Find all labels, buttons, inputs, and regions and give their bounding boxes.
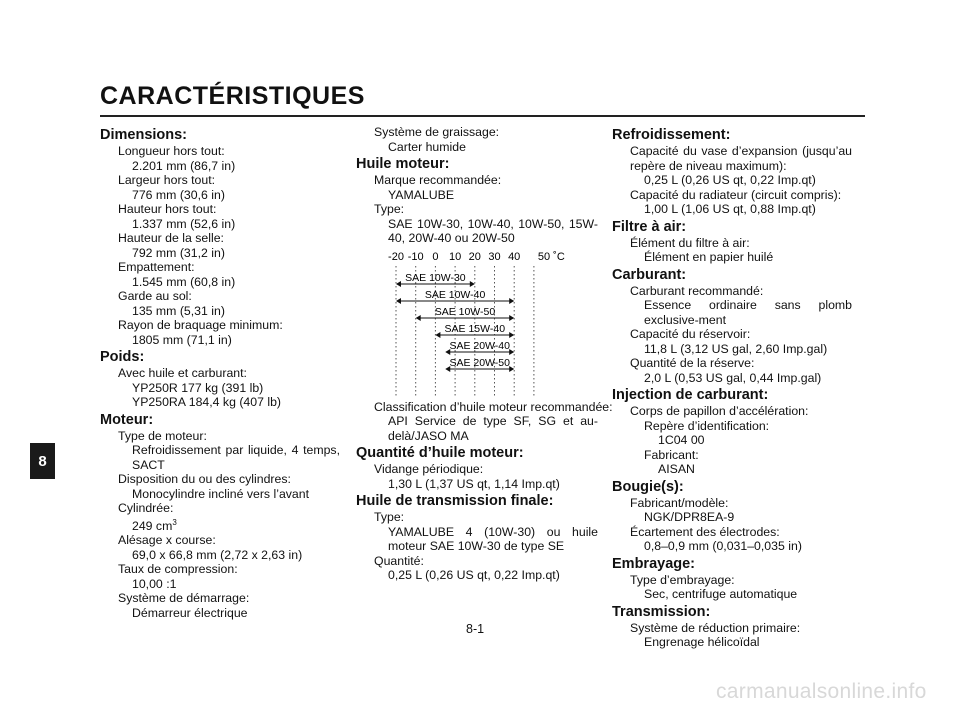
section-heading: Huile de transmission finale: [356, 493, 554, 509]
spec-value: Sec, centrifuge automatique [644, 587, 798, 601]
spec-value: 0,25 L (0,26 US qt, 0,22 Imp.qt) [388, 568, 560, 582]
spec-label: Écartement des électrodes: [630, 524, 780, 539]
arrow-left-icon [396, 298, 401, 304]
grade-label: SAE 10W-40 [424, 288, 486, 301]
grade-label: SAE 20W-50 [449, 356, 510, 369]
spec-value: 792 mm (31,2 in) [132, 245, 225, 260]
spec-value: 1C04 00 [658, 433, 705, 447]
spec-label: Vidange périodique: [374, 462, 484, 476]
spec-value: 135 mm (5,31 in) [132, 303, 225, 318]
spec-value: 2.201 mm (86,7 in) [132, 158, 236, 173]
spec-value: YP250RA 184,4 kg (407 lb) [132, 395, 282, 409]
spec-label: Capacité du radiateur (circuit compris): [630, 187, 842, 202]
spec-label: Cylindrée: [118, 501, 174, 515]
spec-value: 69,0 x 66,8 mm (2,72 x 2,63 in) [132, 547, 303, 562]
spec-value: Refroidissement par liquide, 4 temps, SACT [132, 443, 340, 472]
spec-label: Capacité du vase d’expansion (jusqu’au repère de niveau maximum): [630, 144, 852, 173]
spec-label: Capacité du réservoir: [630, 327, 751, 341]
spec-value: 0,25 L (0,26 US qt, 0,22 Imp.qt) [644, 173, 816, 187]
spec-label: Fabricant/modèle: [630, 495, 729, 510]
section-heading: Filtre à air: [612, 218, 687, 235]
column-2 [356, 125, 613, 583]
page-title: CARACTÉRISTIQUES [100, 82, 365, 110]
section-heading: Huile moteur: [356, 156, 450, 172]
spec-label: Système de réduction primaire: [630, 620, 801, 635]
spec-label: Longueur hors tout: [118, 144, 225, 158]
spec-label: Type: [374, 510, 405, 524]
title-rule [100, 115, 865, 117]
displacement-value: 249 cm [132, 518, 173, 533]
spec-label: Repère d’identification: [644, 418, 770, 433]
spec-value: 1,30 L (1,37 US qt, 1,14 Imp.qt) [388, 476, 560, 491]
page-number: 8-1 [466, 622, 485, 636]
section-heading: Dimensions: [100, 127, 188, 143]
tick-label: 30 [488, 250, 501, 263]
section-heading: Refroidissement: [612, 127, 731, 143]
spec-label: Carburant recommandé: [630, 283, 764, 298]
watermark: carmanualsonline.info [716, 680, 927, 703]
spec-label: Largeur hors tout: [118, 173, 216, 187]
column-3 [612, 125, 852, 650]
spec-value: 2,0 L (0,53 US gal, 0,44 Imp.gal) [644, 370, 822, 385]
grade-label: SAE 10W-30 [405, 271, 466, 284]
spec-label: Disposition du ou des cylindres: [118, 472, 291, 486]
section-heading: Bougie(s): [612, 478, 684, 495]
spec-label: Type d’embrayage: [630, 572, 735, 587]
oil-viscosity-diagram [356, 248, 598, 400]
spec-value: Engrenage hélicoïdal [644, 635, 760, 649]
arrow-left-icon [435, 332, 440, 338]
spec-label: Hauteur de la selle: [118, 231, 224, 245]
spec-value: Carter humide [388, 139, 466, 154]
spec-value: 0,8–0,9 mm (0,031–0,035 in) [644, 539, 802, 553]
superscript: 3 [172, 517, 177, 527]
tick-label: -20 [388, 250, 404, 263]
spec-value: YP250R 177 kg (391 lb) [132, 380, 264, 395]
arrow-left-icon [416, 315, 421, 321]
spec-value: 776 mm (30,6 in) [132, 187, 225, 202]
spec-value: NGK/DPR8EA-9 [644, 510, 735, 524]
section-heading: Moteur: [100, 411, 154, 428]
spec-value: 1805 mm (71,1 in) [132, 332, 232, 347]
spec-value: Essence ordinaire sans plomb exclusive-ment [644, 298, 852, 327]
spec-label: Empattement: [118, 260, 195, 274]
spec-value: API Service de type SF, SG et au-delà/JASO MA [388, 414, 598, 443]
column-1 [100, 125, 340, 620]
grade-label: SAE 20W-40 [449, 339, 510, 352]
spec-label: Hauteur hors tout: [118, 202, 217, 216]
section-heading: Injection de carburant: [612, 387, 769, 403]
spec-label: Système de graissage: [374, 125, 500, 139]
spec-value: YAMALUBE 4 (10W-30) ou huile moteur SAE 10W-30 de type SE [388, 524, 598, 553]
spec-value: 11,8 L (3,12 US gal, 2,60 Imp.gal) [644, 341, 828, 356]
spec-label: Système de démarrage: [118, 591, 250, 606]
spec-label: Marque recommandée: [374, 173, 502, 187]
spec-label: Élément du filtre à air: [630, 235, 750, 250]
arrow-right-icon [470, 281, 475, 287]
arrow-left-icon [396, 281, 401, 287]
spec-label: Fabricant: [644, 447, 699, 462]
spec-value: 10,00 :1 [132, 576, 177, 591]
spec-value: SAE 10W-30, 10W-40, 10W-50, 15W-40, 20W-40 ou 20W-50 [388, 216, 598, 245]
spec-value [100, 516, 340, 534]
spec-value: 1,00 L (1,06 US qt, 0,88 Imp.qt) [644, 202, 816, 216]
spec-value: Élément en papier huilé [644, 250, 774, 264]
spec-label: Rayon de braquage minimum: [118, 318, 283, 332]
spec-label: Quantité de la réserve: [630, 356, 755, 370]
viscosity-chart-svg [356, 248, 565, 400]
section-heading: Embrayage: [612, 555, 696, 572]
spec-label: Garde au sol: [118, 289, 192, 303]
spec-label: Corps de papillon d’accélération: [630, 404, 809, 418]
spec-label: Alésage x course: [118, 533, 216, 548]
tick-label: 50 ˚C [537, 250, 565, 263]
arrow-right-icon [509, 298, 514, 304]
grade-label: SAE 10W-50 [434, 305, 496, 318]
spec-value: YAMALUBE [388, 187, 455, 202]
spec-label: Type: [374, 202, 405, 216]
chapter-tab: 8 [30, 443, 55, 479]
section-heading: Carburant: [612, 266, 687, 283]
spec-label: Taux de compression: [118, 562, 238, 577]
grade-label: SAE 15W-40 [444, 322, 506, 335]
tick-label: -10 [407, 250, 424, 263]
tick-label: 20 [468, 250, 481, 263]
spec-value: 1.545 mm (60,8 in) [132, 274, 236, 289]
section-heading: Quantité d’huile moteur: [356, 445, 524, 461]
tick-label: 10 [448, 250, 462, 263]
spec-label: Classification d’huile moteur recommandée: [374, 399, 613, 414]
tick-label: 0 [432, 250, 439, 263]
spec-value: 1.337 mm (52,6 in) [132, 216, 236, 231]
spec-label: Quantité: [374, 553, 424, 568]
spec-value: AISAN [658, 462, 695, 476]
spec-value: Monocylindre incliné vers l’avant [132, 486, 310, 501]
spec-label: Type de moteur: [118, 428, 207, 443]
section-heading: Transmission: [612, 603, 711, 620]
spec-value: Démarreur électrique [132, 605, 248, 620]
section-heading: Poids: [100, 349, 145, 365]
arrow-right-icon [509, 332, 514, 338]
tick-label: 40 [508, 250, 521, 263]
arrow-right-icon [509, 315, 514, 321]
spec-label: Avec huile et carburant: [118, 366, 247, 380]
